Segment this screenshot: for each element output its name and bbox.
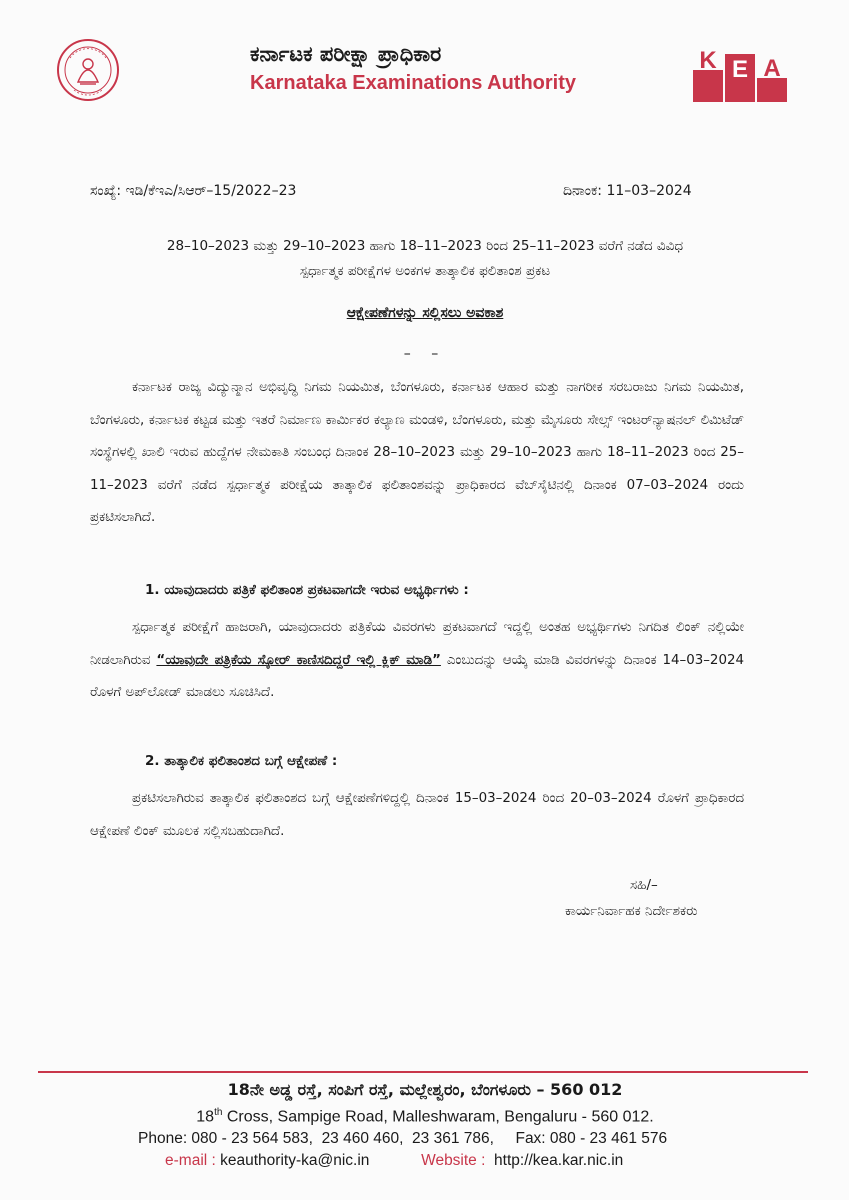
footer-address-english bbox=[100, 1107, 750, 1126]
karnataka-seal-icon bbox=[56, 38, 120, 102]
footer-address-number: 18 bbox=[196, 1108, 215, 1126]
intro-paragraph bbox=[90, 372, 744, 535]
footer-address-kannada: 18ನೇ ಅಡ್ಡ ರಸ್ತೆ, ಸಂಪಿಗೆ ರಸ್ತೆ, ಮಲ್ಲೇಶ್ವರಂ, ಬೆಂಗಳೂರು – 560 012 bbox=[227, 1080, 623, 1099]
section-1-paragraph bbox=[90, 612, 744, 710]
document-date: ದಿನಾಂಕ: 11–03–2024 bbox=[563, 183, 692, 199]
kea-logo bbox=[690, 40, 790, 102]
footer-divider bbox=[38, 1071, 808, 1073]
subject-block bbox=[100, 234, 750, 284]
signatory-designation: ಕಾರ್ಯನಿರ್ವಾಹಕ ನಿರ್ದೇಶಕರು bbox=[565, 903, 698, 919]
authority-title-english: Karnataka Examinations Authority bbox=[250, 72, 577, 94]
website-label: Website : bbox=[421, 1152, 495, 1169]
kea-logo-letter-k: K bbox=[699, 47, 717, 74]
reference-number: ಸಂಖ್ಯೆ: ಇಡಿ/ಕೆಇಎ/ಸಿಆರ್‌–15/2022–23 bbox=[90, 183, 297, 199]
footer-address-rest: Cross, Sampige Road, Malleshwaram, Bengaluru - 560 012. bbox=[222, 1108, 654, 1126]
section-1-text-post: ಎಂಬುದನ್ನು ಆಯ್ಕೆ ಮಾಡಿ ವಿವರಗಳನ್ನು ದಿನಾಂಕ 14–03–2024 ರೊಳಗೆ ಅಪ್‌ಲೋಡ್ ಮಾಡಲು ಸೂಚಿಸಿದೆ. bbox=[90, 652, 745, 700]
section-2-text: ಪ್ರಕಟಿಸಲಾಗಿರುವ ತಾತ್ಕಾಲಿಕ ಫಲಿತಾಂಶದ ಬಗ್ಗೆ ಆಕ್ಷೇಪಣೆಗಳಿದ್ದಲ್ಲಿ ದಿನಾಂಕ 15–03–2024 ರಿಂದ 20–03–2024 ರೊಳಗೆ ಪ್ರಾಧಿಕಾರದ ಆಕ್ಷೇಪಣೆ ಲಿಂಕ್ ಮೂಲಕ ಸಲ್ಲಿಸಬಹುದಾಗಿದೆ. bbox=[90, 791, 744, 839]
signature-mark: ಸಹಿ/– bbox=[630, 877, 658, 893]
kea-logo-letter-a: A bbox=[763, 55, 781, 82]
section-2-paragraph bbox=[90, 783, 744, 848]
separator: – – bbox=[403, 346, 447, 362]
email-link[interactable]: keauthority-ka@nic.in bbox=[220, 1152, 370, 1169]
section-1-text-pre: ಸ್ಪರ್ಧಾತ್ಮಕ ಪರೀಕ್ಷೆಗೆ ಹಾಜರಾಗಿ, ಯಾವುದಾದರು ಪತ್ರಿಕೆಯ ವಿವರಗಳು ಪ್ರಕಟವಾಗದೆ ಇದ್ದಲ್ಲಿ ಅಂತಹ ಅಭ್ಯರ್ಥಿಗಳು ನಿಗದಿತ ಲಿಂಕ್ ನಲ್ಲಿಯೇ ನೀಡಲಾಗಿರುವ bbox=[90, 620, 744, 668]
footer-phone-fax: Phone: 080 - 23 564 583, 23 460 460, 23 361 786, Fax: 080 - 23 461 576 bbox=[138, 1130, 668, 1147]
kea-logo-letter-e: E bbox=[731, 56, 749, 83]
authority-title-kannada: ಕರ್ನಾಟಕ ಪರೀಕ್ಷಾ ಪ್ರಾಧಿಕಾರ bbox=[250, 42, 442, 66]
score-missing-link-text: “ಯಾವುದೇ ಪತ್ರಿಕೆಯ ಸ್ಕೋರ್ ಕಾಣಿಸದಿದ್ದರೆ ಇಲ್ಲಿ ಕ್ಲಿಕ್ ಮಾಡಿ” bbox=[156, 652, 441, 668]
subject-line-1: 28–10–2023 ಮತ್ತು 29–10–2023 ಹಾಗು 18–11–2023 ರಿಂದ 25–11–2023 ವರೆಗೆ ನಡೆದ ವಿವಿಧ bbox=[166, 238, 684, 254]
website-link[interactable]: http://kea.kar.nic.in bbox=[494, 1152, 624, 1169]
intro-text: ಕರ್ನಾಟಕ ರಾಜ್ಯ ವಿದ್ಯುನ್ಮಾನ ಅಭಿವೃದ್ಧಿ ನಿಗಮ ನಿಯಮಿತ, ಬೆಂಗಳೂರು, ಕರ್ನಾಟಕ ಆಹಾರ ಮತ್ತು ನಾಗರೀಕ ಸರಬರಾಜು ನಿಗಮ ನಿಯಮಿತ, ಬೆಂಗಳೂರು, ಕರ್ನಾಟಕ ಕಟ್ಟಡ ಮತ್ತು ಇತರೆ ನಿರ್ಮಾಣ ಕಾರ್ಮಿಕರ ಕಲ್ಯಾಣ ಮಂಡಳಿ, ಬೆಂಗಳೂರು, ಮತ್ತು ಮೈಸೂರು ಸೇಲ್ಸ್ ಇಂಟರ್‌ನ್ಯಾಷನಲ್ ಲಿಮಿಟೆಡ್ ಸಂಸ್ಥೆಗಳಲ್ಲಿ ಖಾಲಿ ಇರುವ ಹುದ್ದೆಗಳ ನೇಮಕಾತಿ ಸಂಬಂಧ ದಿನಾಂಕ 28–10–2023 ಮತ್ತು 29–10–2023 ಹಾಗು 18–11–2023 ರಿಂದ 25–11–2023 ವರೆಗೆ ನಡೆದ ಸ್ಪರ್ಧಾತ್ಮಕ ಪರೀಕ್ಷೆಯ ತಾತ್ಕಾಲಿಕ ಫಲಿತಾಂಶವನ್ನು ಪ್ರಾಧಿಕಾರದ ವೆಬ್‌ಸೈಟಿನಲ್ಲಿ ದಿನಾಂಕ 07–03–2024 ರಂದು ಪ್ರಕಟಿಸಲಾಗಿದೆ. bbox=[90, 380, 744, 525]
notice-heading: ಆಕ್ಷೇಪಣೆಗಳನ್ನು ಸಲ್ಲಿಸಲು ಅವಕಾಶ bbox=[346, 305, 504, 321]
section-2-title: 2. ತಾತ್ಕಾಲಿಕ ಫಲಿತಾಂಶದ ಬಗ್ಗೆ ಆಕ್ಷೇಪಣೆ : bbox=[145, 753, 338, 769]
email-label: e-mail : bbox=[165, 1152, 221, 1169]
subject-line-2: ಸ್ಪರ್ಧಾತ್ಮಕ ಪರೀಕ್ಷೆಗಳ ಅಂಕಗಳ ತಾತ್ಕಾಲಿಕ ಫಲಿತಾಂಶ ಪ್ರಕಟ bbox=[299, 263, 551, 279]
footer-contact bbox=[165, 1152, 765, 1170]
section-1-title: 1. ಯಾವುದಾದರು ಪತ್ರಿಕೆ ಫಲಿತಾಂಶ ಪ್ರಕಟವಾಗದೇ ಇರುವ ಅಭ್ಯರ್ಥಿಗಳು : bbox=[145, 582, 469, 598]
footer-address-suffix: th bbox=[214, 1107, 223, 1118]
